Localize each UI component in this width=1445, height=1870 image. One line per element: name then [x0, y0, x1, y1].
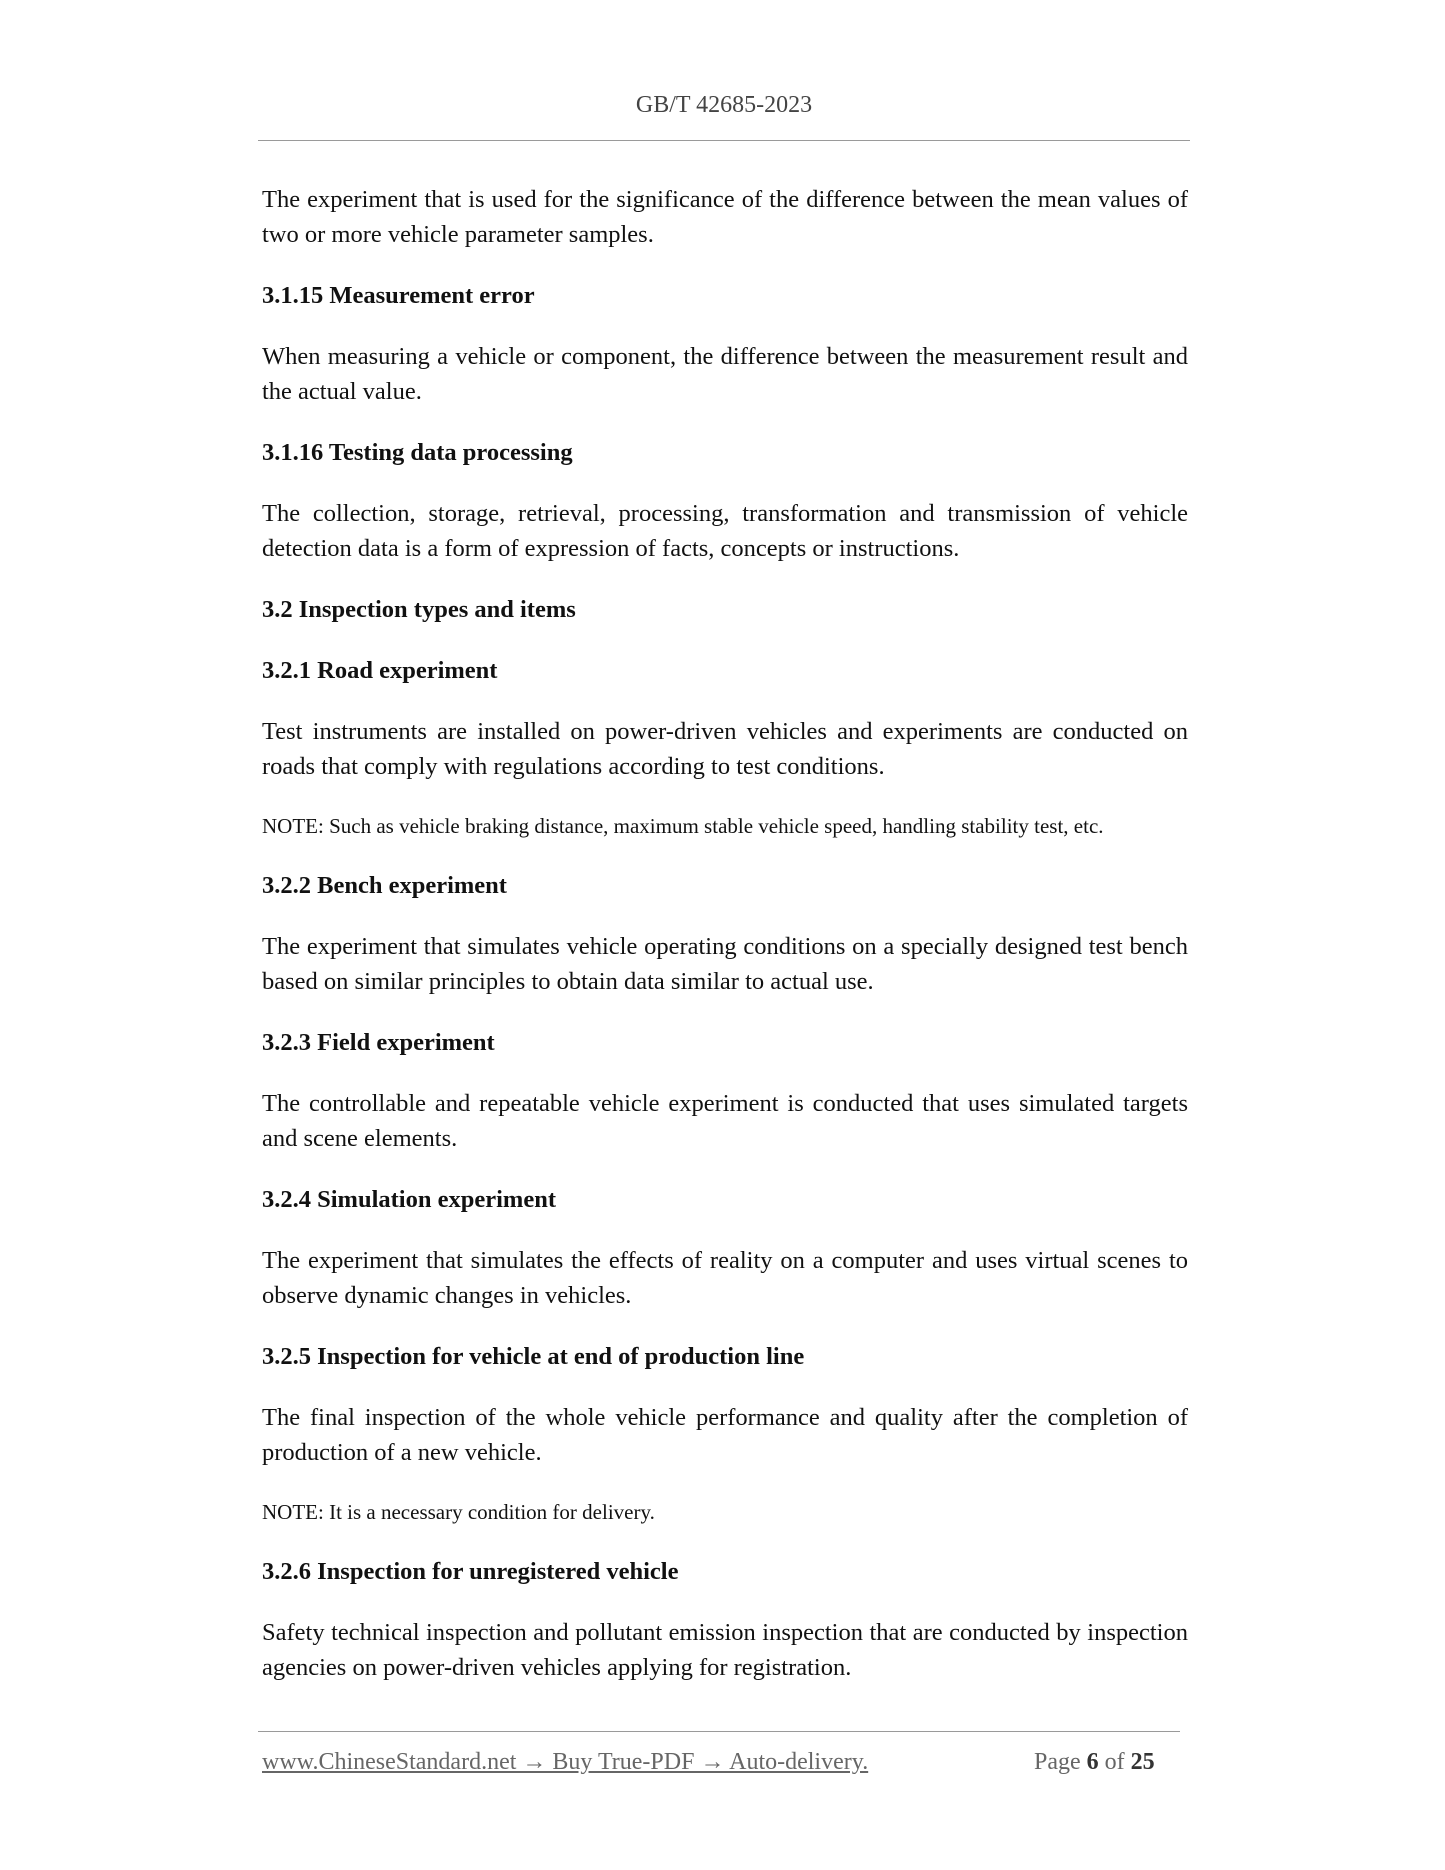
page-header: GB/T 42685-2023 [635, 92, 813, 118]
heading-3-2-1: 3.2.1 Road experiment [262, 657, 498, 684]
heading-3-2: 3.2 Inspection types and items [262, 596, 576, 623]
heading-3-2-4: 3.2.4 Simulation experiment [262, 1186, 556, 1213]
buy-pdf-link[interactable]: www.ChineseStandard.net → Buy True-PDF → Auto-delivery. [262, 1749, 869, 1775]
page-of: of [1104, 1749, 1125, 1775]
paragraph-field-experiment: The controllable and repeatable vehicle experiment is conducted that uses simulated targets and scene elements. [262, 1090, 1188, 1152]
paragraph-mean-difference-test: The experiment that is used for the significance of the difference between the mean values of two or more vehicle parameter samples. [262, 186, 1188, 248]
heading-3-1-15: 3.1.15 Measurement error [262, 282, 535, 309]
page-number [1034, 1749, 1155, 1776]
paragraph-measurement-error: When measuring a vehicle or component, the difference between the measurement result and the actual value. [262, 343, 1188, 405]
paragraph-unregistered-vehicle-inspection: Safety technical inspection and pollutant emission inspection that are conducted by inspection agencies on power-driven vehicles applying for registration. [262, 1619, 1188, 1681]
note-delivery-condition: NOTE: It is a necessary condition for delivery. [262, 1500, 655, 1524]
note-road-experiment: NOTE: Such as vehicle braking distance, maximum stable vehicle speed, handling stability test, etc. [262, 814, 1104, 838]
page-current: 6 [1086, 1749, 1099, 1775]
heading-3-1-16: 3.1.16 Testing data processing [262, 439, 573, 466]
page-label: Page [1034, 1749, 1081, 1775]
paragraph-end-of-line-inspection: The final inspection of the whole vehicle performance and quality after the completion of production of a new vehicle. [262, 1404, 1188, 1466]
heading-3-2-2: 3.2.2 Bench experiment [262, 872, 507, 899]
paragraph-testing-data-processing: The collection, storage, retrieval, processing, transformation and transmission of vehicle detection data is a form of expression of facts, concepts or instructions. [262, 500, 1188, 562]
footer-divider [258, 1731, 1180, 1732]
paragraph-road-experiment: Test instruments are installed on power-driven vehicles and experiments are conducted on roads that comply with regulations according to test conditions. [262, 718, 1188, 780]
document-body [262, 182, 1188, 1711]
header-divider [258, 140, 1190, 141]
heading-3-2-6: 3.2.6 Inspection for unregistered vehicle [262, 1558, 679, 1585]
heading-3-2-5: 3.2.5 Inspection for vehicle at end of production line [262, 1343, 805, 1370]
heading-3-2-3: 3.2.3 Field experiment [262, 1029, 495, 1056]
page-total: 25 [1130, 1749, 1155, 1775]
paragraph-bench-experiment: The experiment that simulates vehicle operating conditions on a specially designed test bench based on similar principles to obtain data similar to actual use. [262, 933, 1188, 995]
paragraph-simulation-experiment: The experiment that simulates the effects of reality on a computer and uses virtual scenes to observe dynamic changes in vehicles. [262, 1247, 1188, 1309]
